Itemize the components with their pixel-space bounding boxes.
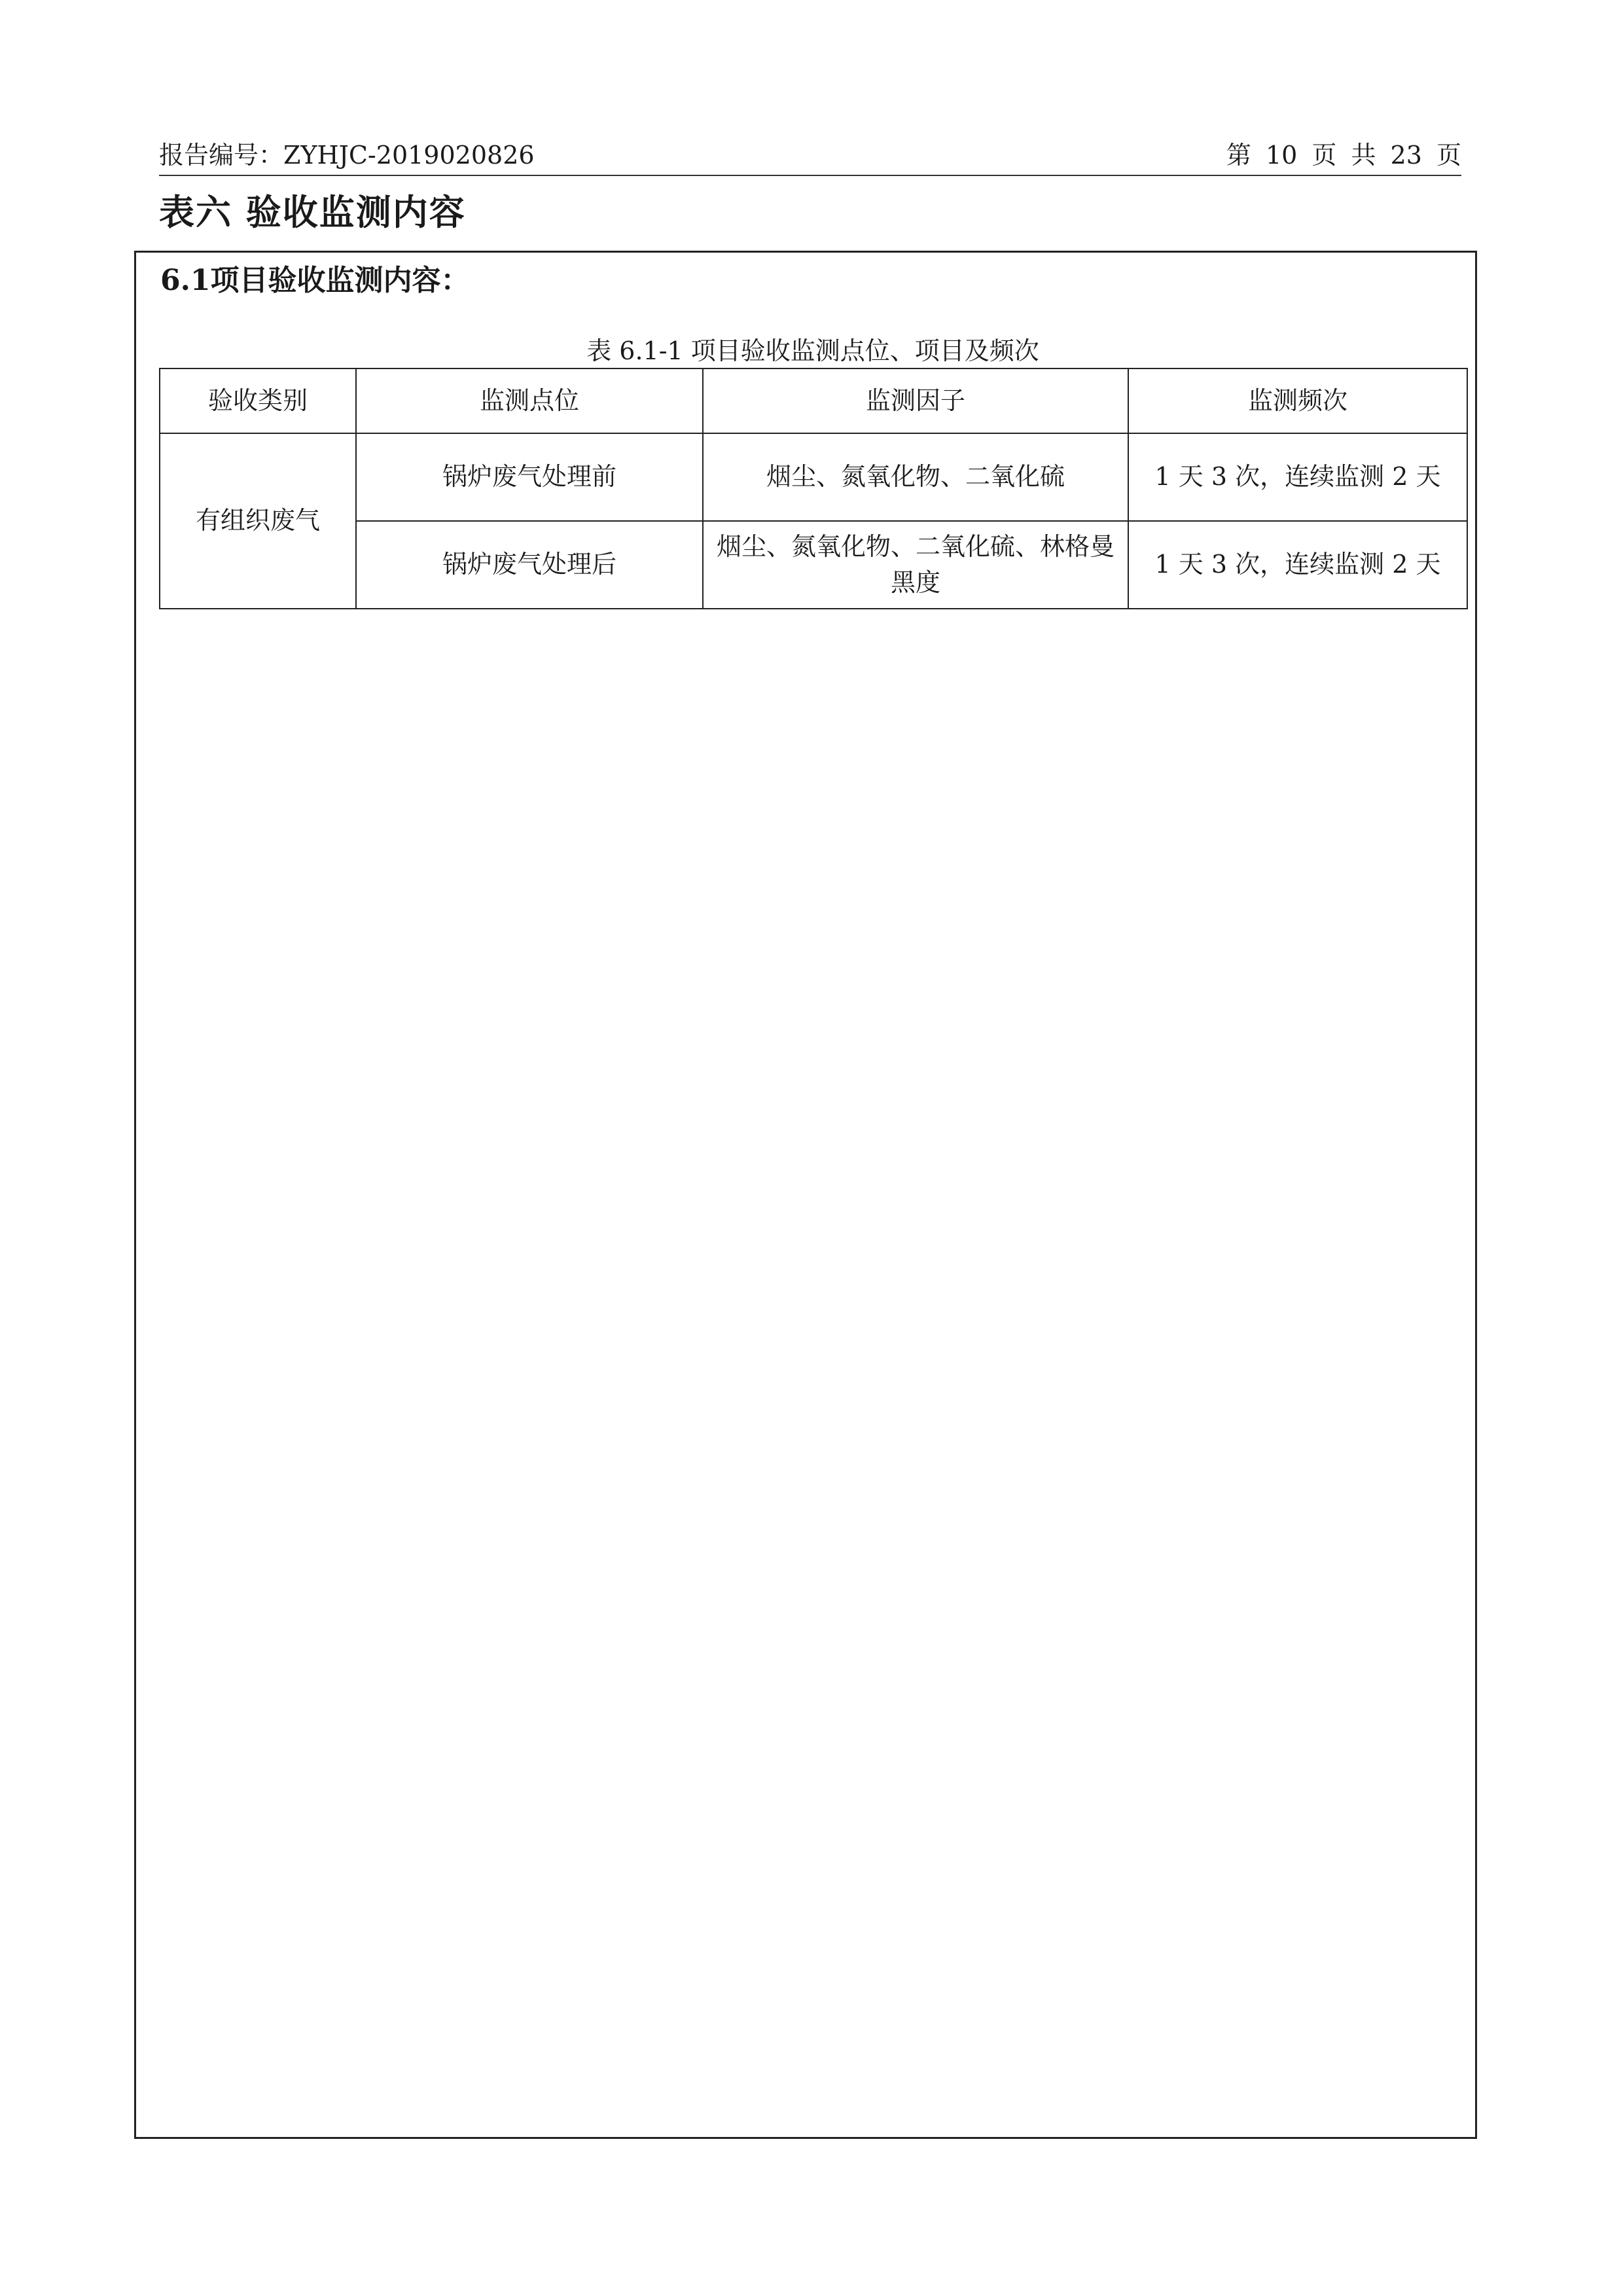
column-header: 监测因子 [703, 368, 1128, 433]
page-header [159, 134, 1461, 176]
table-row [160, 521, 1467, 609]
monitoring-factor-cell: 烟尘、氮氧化物、二氧化硫、林格曼黑度 [703, 521, 1128, 609]
category-cell: 有组织废气 [160, 433, 356, 609]
subsection-title: 6.1项目验收监测内容： [160, 264, 470, 297]
monitoring-factor-cell: 烟尘、氮氧化物、二氧化硫 [703, 433, 1128, 521]
monitoring-table [159, 368, 1468, 609]
table-caption: 表 6.1-1 项目验收监测点位、项目及频次 [586, 336, 1039, 365]
monitoring-point-cell: 锅炉废气处理前 [356, 433, 703, 521]
column-header: 监测点位 [356, 368, 703, 433]
column-header: 监测频次 [1128, 368, 1467, 433]
page-number: 第 10 页 共 23 页 [1226, 141, 1461, 170]
monitoring-frequency-cell: 1 天 3 次，连续监测 2 天 [1128, 521, 1467, 609]
table-header-row [160, 368, 1467, 433]
section-title: 表六 验收监测内容 [159, 191, 466, 233]
report-number: 报告编号：ZYHJC-2019020826 [159, 141, 535, 170]
monitoring-frequency-cell: 1 天 3 次，连续监测 2 天 [1128, 433, 1467, 521]
table-row [160, 433, 1467, 521]
monitoring-point-cell: 锅炉废气处理后 [356, 521, 703, 609]
column-header: 验收类别 [160, 368, 356, 433]
